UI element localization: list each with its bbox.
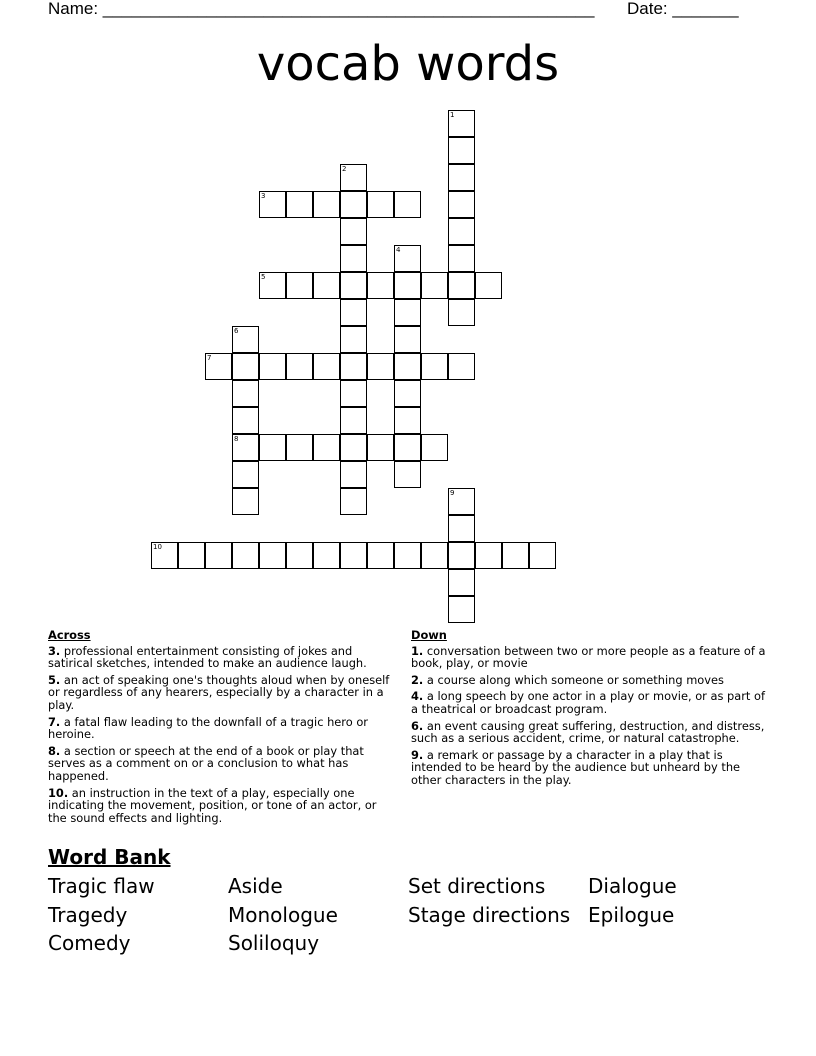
clue-number: 10 [153,543,162,551]
crossword-cell[interactable] [232,407,259,434]
word-bank-item: Monologue [228,902,338,927]
clue-number: 5 [261,273,266,281]
crossword-cell[interactable] [448,137,475,164]
crossword-cell[interactable] [313,191,340,218]
crossword-cell[interactable] [340,542,367,569]
crossword-cell[interactable] [448,542,475,569]
word-bank-item: Set directions [408,874,546,898]
crossword-cell[interactable] [340,326,367,353]
down-clue: 4. a long speech by one actor in a play or movie, or as part of a theatrical or broadcast program. [411,689,765,716]
crossword-cell[interactable] [232,353,259,380]
crossword-cell[interactable] [448,218,475,245]
crossword-cell[interactable] [367,434,394,461]
crossword-cell[interactable] [394,434,421,461]
clue-number: 6 [234,327,239,335]
date-field-label: Date: _______ [627,0,739,18]
clue-number: 8 [234,435,239,443]
crossword-cell[interactable] [394,299,421,326]
name-field-label: Name: ____________________________________________________ [48,0,595,18]
across-clue: 3. professional entertainment consisting of jokes and satirical sketches, intended to make an audience laugh. [48,643,367,671]
crossword-cell[interactable] [340,488,367,515]
down-clues [411,629,766,791]
crossword-cell[interactable] [340,380,367,407]
crossword-cell[interactable] [232,488,259,515]
crossword-cell[interactable] [448,353,475,380]
crossword-cell[interactable] [394,245,421,272]
crossword-cell[interactable] [286,434,313,461]
crossword-cell[interactable] [367,272,394,299]
word-bank-item: Stage directions [408,902,571,927]
crossword-cell[interactable] [313,434,340,461]
crossword-cell[interactable] [340,353,367,380]
crossword-cell[interactable] [232,461,259,488]
crossword-cell[interactable] [340,245,367,272]
clue-number: 3 [261,192,266,200]
crossword-cell[interactable] [394,542,421,569]
crossword-cell[interactable] [529,542,556,569]
crossword-cell[interactable] [421,272,448,299]
crossword-cell[interactable] [421,353,448,380]
crossword-cell[interactable] [475,272,502,299]
crossword-cell[interactable] [259,434,286,461]
crossword-cell[interactable] [178,542,205,569]
crossword-cell[interactable] [340,218,367,245]
crossword-cell[interactable] [448,110,475,137]
crossword-cell[interactable] [448,191,475,218]
word-bank-item: Dialogue [588,874,677,898]
crossword-cell[interactable] [394,326,421,353]
crossword-cell[interactable] [448,569,475,596]
crossword-cell[interactable] [448,596,475,623]
crossword-cell[interactable] [394,353,421,380]
clue-number: 4 [396,246,401,254]
crossword-cell[interactable] [394,380,421,407]
across-clue: 7. a fatal flaw leading to the downfall of a tragic hero or heroine. [48,714,368,742]
word-bank [48,872,768,958]
crossword-cell[interactable] [232,542,259,569]
crossword-cell[interactable] [448,515,475,542]
down-clue: 2. a course along which someone or something moves [411,672,724,687]
crossword-cell[interactable] [502,542,529,569]
crossword-cell[interactable] [205,542,232,569]
crossword-cell[interactable] [232,380,259,407]
crossword-cell[interactable] [259,353,286,380]
crossword-cell[interactable] [340,164,367,191]
crossword-cell[interactable] [340,461,367,488]
crossword-cell[interactable] [151,542,178,569]
crossword-cell[interactable] [259,191,286,218]
crossword-cell[interactable] [232,326,259,353]
clue-number: 9 [450,489,455,497]
crossword-cell[interactable] [448,272,475,299]
crossword-cell[interactable] [286,191,313,218]
crossword-cell[interactable] [259,542,286,569]
down-clue: 6. an event causing great suffering, destruction, and distress, such as a serious accident, crime, or natural catastrophe. [411,718,765,746]
crossword-cell[interactable] [394,272,421,299]
word-bank-item: Tragedy [48,902,128,927]
crossword-cell[interactable] [475,542,502,569]
down-clue: 9. a remark or passage by a character in a play that is intended to be heard by the audience but unheard by the other characters in the play. [411,747,741,787]
crossword-cell[interactable] [394,461,421,488]
across-clues [48,629,398,828]
crossword-cell[interactable] [205,353,232,380]
crossword-cell[interactable] [394,407,421,434]
crossword-cell[interactable] [259,272,286,299]
word-bank-item: Soliloquy [228,931,320,955]
across-clue: 10. an instruction in the text of a play, especially one indicating the movement, position, or tone of an actor, or the sound effects and lighting. [48,785,377,825]
word-bank-item: Tragic flaw [48,874,155,898]
down-heading: Down [411,628,447,642]
word-bank-item: Aside [228,874,283,898]
crossword-cell[interactable] [448,299,475,326]
crossword-cell[interactable] [340,434,367,461]
clue-number: 1 [450,111,455,119]
crossword-cell[interactable] [394,191,421,218]
clue-number: 2 [342,165,347,173]
crossword-cell[interactable] [340,272,367,299]
across-clue: 5. an act of speaking one's thoughts aloud when by oneself or regardless of any hearers, especially by a character in a play. [48,672,390,712]
crossword-cell[interactable] [313,542,340,569]
crossword-cell[interactable] [286,542,313,569]
page-title: vocab words [256,36,560,92]
crossword-cell[interactable] [448,245,475,272]
crossword-cell[interactable] [421,542,448,569]
down-clue: 1. conversation between two or more people as a feature of a book, play, or movie [411,643,766,671]
crossword-cell[interactable] [448,488,475,515]
crossword-cell[interactable] [340,299,367,326]
crossword-cell[interactable] [367,542,394,569]
crossword-cell[interactable] [448,164,475,191]
crossword-cell[interactable] [340,191,367,218]
crossword-cell[interactable] [367,353,394,380]
word-bank-title: Word Bank [48,845,171,869]
clue-number: 7 [207,354,212,362]
across-clue: 8. a section or speech at the end of a book or play that serves as a comment on or a conclusion to what has happened. [48,743,364,783]
crossword-cell[interactable] [367,191,394,218]
crossword-cell[interactable] [421,434,448,461]
crossword-cell[interactable] [286,272,313,299]
across-heading: Across [48,628,91,642]
crossword-cell[interactable] [232,434,259,461]
word-bank-item: Epilogue [588,902,675,927]
crossword-cell[interactable] [313,353,340,380]
crossword-cell[interactable] [340,407,367,434]
word-bank-item: Comedy [48,931,131,955]
crossword-cell[interactable] [313,272,340,299]
crossword-cell[interactable] [286,353,313,380]
